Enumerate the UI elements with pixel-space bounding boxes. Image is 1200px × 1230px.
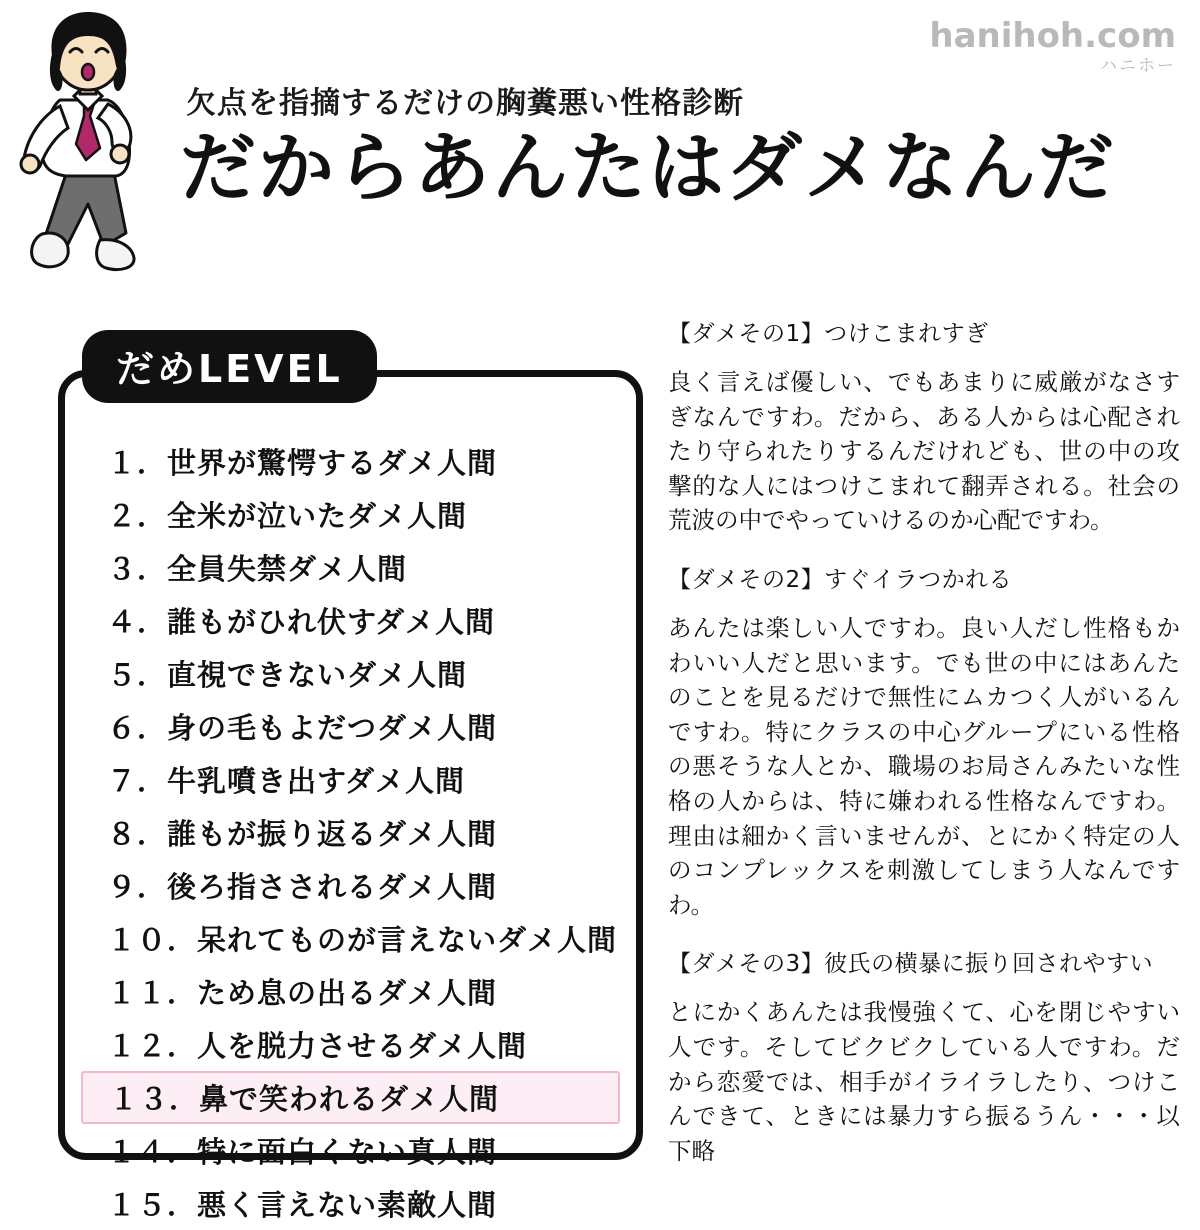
list-item: １１．ため息の出るダメ人間 bbox=[107, 976, 498, 1010]
section-body: 良く言えば優しい、でもあまりに威厳がなさすぎなんですわ。だから、ある人からは心配されたり守られたりするんだけれども、世の中の攻撃的な人にはつけこまれて翻弄される。社会の荒波の中でやっていけるのか心配ですわ。 bbox=[668, 368, 1180, 535]
list-item: ３．全員失禁ダメ人間 bbox=[107, 552, 408, 586]
diagnosis-section bbox=[668, 948, 1180, 1168]
list-item: ６．身の毛もよだつダメ人間 bbox=[107, 711, 498, 745]
list-item: １２．人を脱力させるダメ人間 bbox=[107, 1029, 528, 1063]
diagnosis-section bbox=[668, 318, 1180, 538]
section-heading: 【ダメその1】つけこまれすぎ bbox=[668, 321, 989, 347]
mascot-illustration bbox=[8, 8, 198, 308]
section-body: とにかくあんたは我慢強くて、心を閉じやすい人です。そしてビクビクしている人ですわ。だから恋愛では、相手がイライラしたり、つけこんできて、ときには暴力すら振るうん・・・以下略 bbox=[668, 998, 1180, 1165]
dame-level-list bbox=[65, 435, 636, 1230]
dame-level-panel bbox=[58, 370, 643, 1222]
section-body: あんたは楽しい人ですわ。良い人だし性格もかわいい人だと思います。でも世の中にはあんたのことを見るだけで無性にムカつく人がいるんですわ。特にクラスの中心グループにいる性格の悪そうな人とか、職場のお局さんみたいな性格の人からは、特に嫌われる性格なんですわ。理由は細かく言いませんが、とにかく特定の人のコンプレックスを刺激してしまう人なんですわ。 bbox=[668, 614, 1180, 919]
list-item: １４．特に面白くない真人間 bbox=[107, 1135, 498, 1169]
site-branding bbox=[929, 18, 1176, 76]
list-item: １０．呆れてものが言えないダメ人間 bbox=[107, 923, 618, 957]
page-header bbox=[180, 78, 1180, 212]
diagnosis-section bbox=[668, 564, 1180, 922]
list-item: ８．誰もが振り返るダメ人間 bbox=[107, 817, 498, 851]
list-item: １５．悪く言えない素敵人間 bbox=[107, 1188, 498, 1222]
section-heading: 【ダメその2】すぐイラつかれる bbox=[668, 567, 1013, 593]
list-item: ４．誰もがひれ伏すダメ人間 bbox=[107, 605, 495, 639]
list-item: ２．全米が泣いたダメ人間 bbox=[107, 499, 468, 533]
list-item: ９．後ろ指さされるダメ人間 bbox=[107, 870, 498, 904]
site-domain: hanihoh.com bbox=[929, 16, 1176, 56]
page-title: だからあんたはダメなんだ bbox=[180, 123, 1116, 212]
list-item: ７．牛乳噴き出すダメ人間 bbox=[107, 764, 465, 798]
list-item: １．世界が驚愕するダメ人間 bbox=[107, 446, 498, 480]
list-item: ５．直視できないダメ人間 bbox=[107, 658, 468, 692]
diagnosis-sections bbox=[668, 318, 1180, 1168]
site-kana-name: ハニホー bbox=[1100, 56, 1176, 77]
page-subtitle: 欠点を指摘するだけの胸糞悪い性格診断 bbox=[186, 86, 744, 121]
list-item-current-result: １３．鼻で笑われるダメ人間 bbox=[81, 1071, 620, 1124]
section-heading: 【ダメその3】彼氏の横暴に振り回されやすい bbox=[668, 951, 1154, 978]
dame-level-badge: だめLEVEL bbox=[82, 330, 377, 403]
